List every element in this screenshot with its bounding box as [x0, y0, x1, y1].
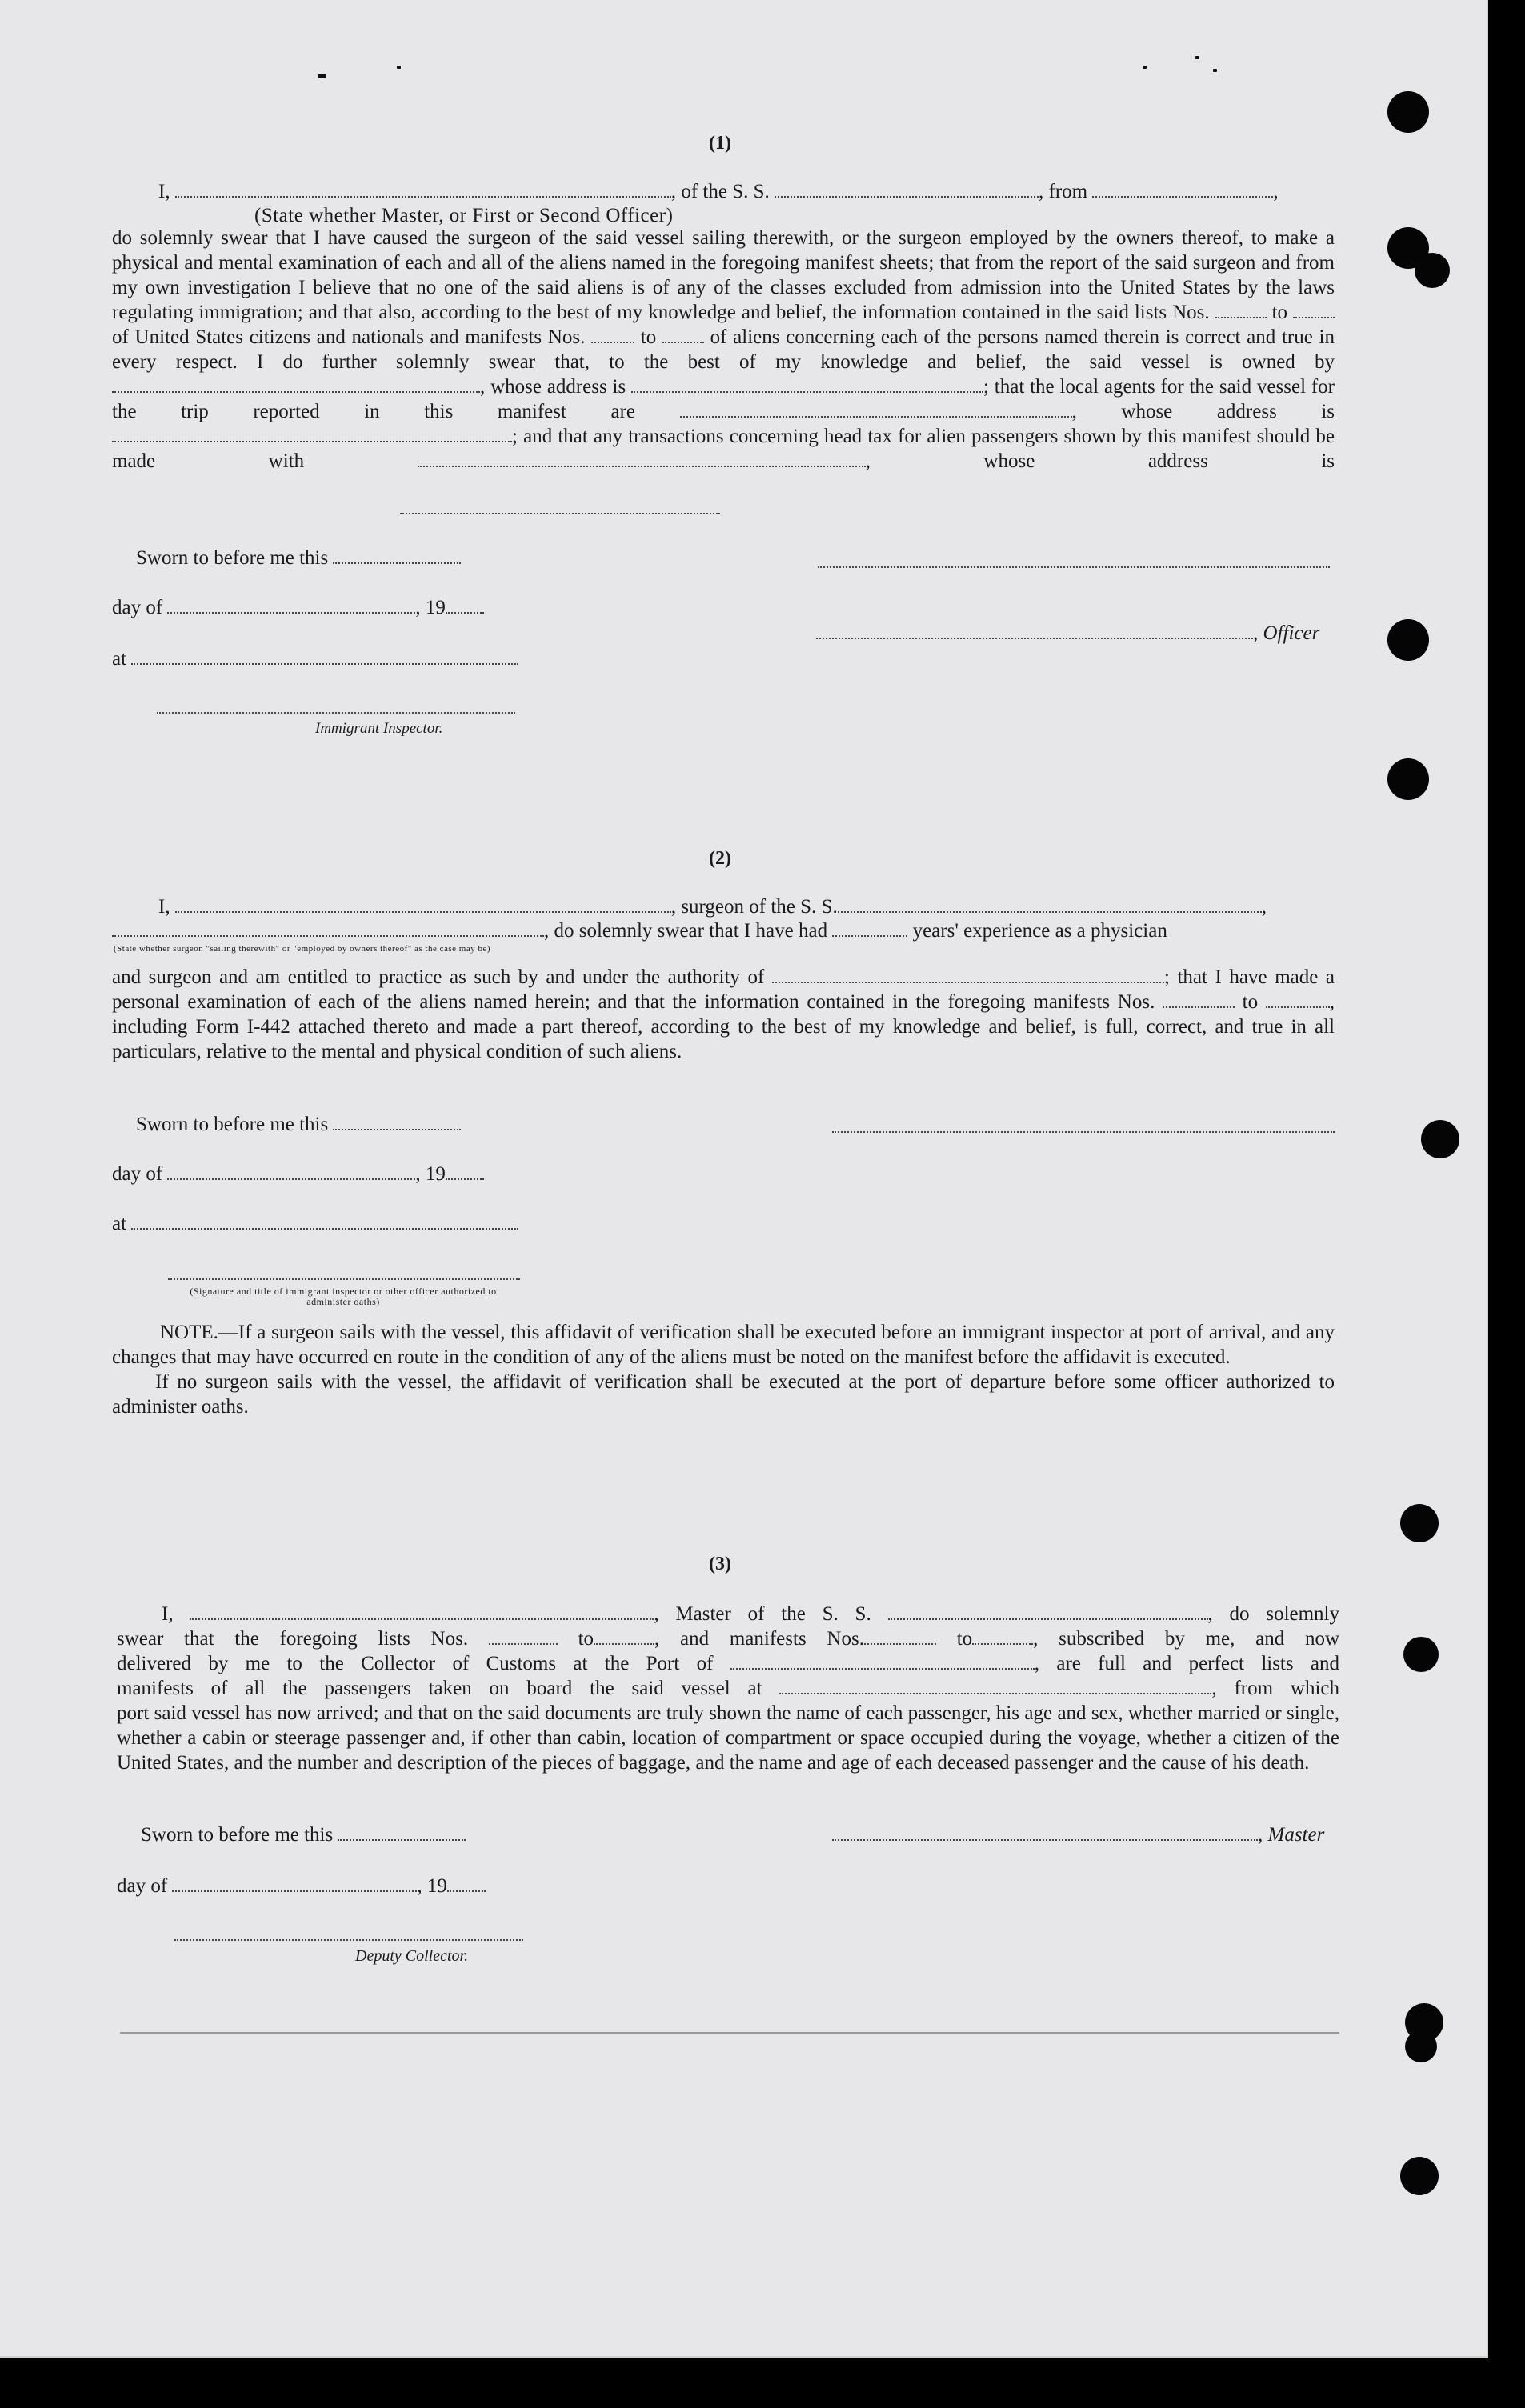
address-continuation-line [400, 513, 720, 514]
manifests-from-field[interactable] [1163, 992, 1235, 1008]
surgeon-of-text: , surgeon of the S. S. [670, 896, 838, 918]
sworn-line [136, 547, 461, 570]
punch-hole [1405, 2030, 1437, 2062]
year-field[interactable] [446, 1164, 484, 1180]
section-1-number: (1) [709, 133, 731, 154]
swear-text: , do solemnly swear that I have had [544, 920, 828, 942]
are-full-text: , are full and perfect lists and [1034, 1653, 1340, 1674]
year-field[interactable] [447, 1876, 486, 1892]
ink-speck [397, 66, 401, 69]
sworn-line [136, 1114, 461, 1136]
month-field[interactable] [167, 1164, 415, 1180]
sworn-date-field[interactable] [333, 1114, 461, 1130]
section-2-paragraph: and surgeon and am entitled to practice as such by and under the authority of ; that I have made a personal examination of each of the aliens named herein; and that the information contained in the foregoing manifests Nos. to , including Form I-442 attached thereto and made a part thereof, according to the best of my knowledge and belief, is full, correct, and true in all particulars, relative to the mental and physical condition of such aliens. [112, 966, 1335, 1062]
punch-hole [1387, 758, 1429, 800]
years-field[interactable] [832, 921, 907, 937]
sworn-text: Sworn to before me this [136, 1114, 329, 1135]
ink-speck [318, 74, 326, 78]
vessel-name-field[interactable] [775, 182, 1039, 198]
at-line [112, 648, 518, 670]
inspector-signature-line[interactable] [157, 712, 515, 714]
surgeon-caption: (State whether surgeon "sailing therewith" or "employed by owners thereof" as the case may be) [114, 944, 491, 954]
swear-lists-text: swear that the foregoing lists Nos. [117, 1628, 469, 1650]
sworn-line [141, 1824, 466, 1846]
deputy-label: Deputy Collector. [355, 1947, 469, 1965]
manifests-from-field[interactable] [591, 327, 634, 343]
agents-text: that the local agents for the said vessel for the trip reported in this manifest are [112, 376, 1335, 422]
boarding-port-field[interactable] [779, 1678, 1211, 1694]
punch-hole [1421, 1120, 1459, 1158]
surgeon-name-field[interactable] [175, 897, 671, 913]
body-text: of aliens concerning each of the persons named therein is correct and true in every respect. I do further solemnly swear that, to the best of my knowledge and belief, the said vessel is owned by [112, 326, 1335, 373]
place-field[interactable] [131, 649, 518, 665]
year-text: , 19 [415, 597, 446, 618]
surgeon-signature-line[interactable] [832, 1131, 1335, 1133]
whose-address-text: , whose address is [865, 450, 1335, 472]
day-of-text: day of [112, 1163, 163, 1185]
inspector-label: Immigrant Inspector. [315, 720, 443, 737]
section-2-second-line [112, 920, 1167, 942]
punch-hole [1400, 1504, 1439, 1542]
of-ss-text: , of the S. S. [670, 181, 770, 202]
year-text: , 19 [417, 1875, 447, 1897]
at-text: at [112, 648, 127, 670]
manifests-to-field[interactable] [1266, 992, 1330, 1008]
to-text: to [956, 1628, 973, 1650]
do-solemnly-text: , do solemnly [1207, 1603, 1339, 1625]
sworn-text: Sworn to before me this [141, 1824, 334, 1846]
master-name-field[interactable] [190, 1604, 654, 1620]
agents-address-field[interactable] [112, 426, 512, 442]
year-field[interactable] [446, 598, 484, 614]
port-field[interactable] [730, 1654, 1035, 1670]
collector-signature-line[interactable] [174, 1939, 523, 1941]
intro-text: I, [162, 1603, 174, 1625]
manifests-from-field[interactable] [864, 1629, 936, 1645]
officer-signature-field[interactable] [816, 623, 1253, 639]
day-of-line [117, 1875, 486, 1898]
intro-text: I, [158, 896, 170, 918]
day-of-text: day of [112, 597, 163, 618]
ink-speck [1213, 69, 1217, 72]
month-field[interactable] [172, 1876, 417, 1892]
day-of-line [112, 1163, 484, 1186]
section-3-line [117, 1676, 1339, 1701]
ink-speck [1143, 66, 1147, 69]
section-3-paragraph [117, 1701, 1339, 1775]
section-3-line [117, 1651, 1339, 1676]
officer-line [816, 622, 1319, 645]
sworn-date-field[interactable] [333, 548, 461, 564]
vessel-name-field[interactable] [888, 1604, 1208, 1620]
exam-text: that I have made a personal examination of each of the aliens named herein; and that the information contained in the foregoing manifests Nos. [112, 966, 1335, 1013]
authority-text: and surgeon and am entitled to practice as such by and under the authority of [112, 966, 765, 988]
exam-text: , including Form I-442 attached thereto and made a part thereof, according to the best of my knowledge and belief, is full, correct, and true in all particulars, relative to the mental and physical condition of such aliens. [112, 991, 1335, 1062]
section-3-line [117, 1602, 1339, 1626]
master-signature-field[interactable] [832, 1825, 1258, 1841]
to-text: to [1271, 302, 1288, 323]
owner-address-field[interactable] [631, 377, 983, 393]
section-1-opening-line: I, , of the S. S. , from , [158, 181, 1279, 202]
from-text: , from [1039, 181, 1088, 202]
head-tax-text: ; and that any transactions concerning head tax for alien passengers shown by this manifest should be made with [112, 426, 1335, 472]
section-1-paragraph: do solemnly swear that I have caused the surgeon of the said vessel sailing therewith, or the surgeon employed by the owners thereof, to make a physical and mental examination of each and all of the aliens named in the foregoing manifest sheets; that from the report of the said surgeon and from my own investigation I believe that no one of the said aliens is of any of the classes excluded from admission into the United States by the laws regulating immigration; and that also, according to the best of my knowledge and belief, the information contained in the said lists Nos. to of United States citizens and nationals and manifests Nos. to of aliens concerning each of the persons named therein is correct and true in every respect. I do further solemnly swear that, to the best of my knowledge and belief, the said vessel is owned by , whose address is ; that the local agents for the said vessel for the trip reported in this manifest are , whose address is ; and that any transactions concerning head tax for alien passengers shown by this manifest should be made with , whose address is [112, 227, 1335, 472]
day-of-text: day of [117, 1875, 168, 1897]
month-field[interactable] [167, 598, 415, 614]
note-paragraph-2 [112, 1370, 1335, 1419]
officer-label: , Officer [1253, 622, 1320, 644]
body-text: port said vessel has now arrived; and that on the said documents are truly shown the name of each passenger, his age and sex, whether married or single, whether a cabin or steerage passenger and, if other than cabin, location of compartment or space occupied during the voyage, whether a citizen of the United States, and the number and description of the pieces of baggage, and the name and age of each deceased passenger and the cause of his death. [117, 1702, 1339, 1774]
signature-line[interactable] [818, 566, 1330, 568]
punch-hole [1387, 619, 1429, 661]
section-3-number: (3) [709, 1554, 731, 1574]
ink-speck [1195, 56, 1199, 59]
section-3-line [117, 1626, 1339, 1651]
officer-caption: (State whether Master, or First or Second Officer) [254, 205, 674, 226]
surgeon-status-field[interactable] [112, 921, 544, 937]
manifests-of-text: manifests of all the passengers taken on board the said vessel at [117, 1678, 762, 1699]
delivered-text: delivered by me to the Collector of Customs at the Port of [117, 1653, 714, 1674]
body-text: do solemnly swear that I have caused the surgeon of the said vessel sailing therewith, or the surgeon employed by the owners thereof, to make a physical and mental examination of each and all of the aliens named in the foregoing manifest sheets; that from the report of the said surgeon and from my own investigation I believe that no one of the said aliens is of any of the classes excluded from admission into the United States by the laws regulating immigration; and that also, according to the best of my knowledge and belief, the information contained in the said lists Nos. [112, 227, 1335, 323]
section-2-opening-line: I, , surgeon of the S. S. , [158, 896, 1267, 918]
section-2-number: (2) [709, 848, 731, 869]
and-manifests-text: , and manifests Nos. [654, 1628, 864, 1650]
to-text: to [1242, 991, 1259, 1013]
at-line [112, 1213, 518, 1235]
authority-field[interactable] [772, 967, 1164, 983]
years-text: years' experience as a physician [912, 920, 1167, 942]
punch-hole [1403, 1637, 1439, 1672]
subscribed-text: , subscribed by me, and now [1033, 1628, 1340, 1650]
vessel-name-field[interactable] [838, 897, 1262, 913]
body-text: of United States citizens and nationals and manifests Nos. [112, 326, 586, 348]
whose-address-text: , whose address is [480, 376, 626, 398]
head-tax-agent-field[interactable] [418, 451, 866, 467]
note-paragraph-1 [112, 1320, 1335, 1370]
note-text: NOTE.—If a surgeon sails with the vessel, this affidavit of verification shall be executed before an immigrant inspector at port of arrival, and any changes that may have occurred en route in the condition of any of the aliens must be noted on the manifest before the affidavit is executed. [112, 1322, 1335, 1368]
section-2-body [112, 965, 1335, 1064]
punch-hole [1387, 91, 1429, 133]
note-text: If no surgeon sails with the vessel, the affidavit of verification shall be executed at the port of departure before some officer authorized to administer oaths. [112, 1371, 1335, 1418]
place-field[interactable] [131, 1214, 518, 1230]
lists-from-field[interactable] [489, 1629, 558, 1645]
from-which-text: , from which [1211, 1678, 1340, 1699]
lists-to-field[interactable] [594, 1629, 654, 1645]
punch-hole [1415, 253, 1450, 288]
sworn-text: Sworn to before me this [136, 547, 329, 569]
manifests-to-field[interactable] [972, 1629, 1033, 1645]
sworn-date-field[interactable] [338, 1825, 466, 1841]
lists-from-field[interactable] [1215, 302, 1267, 318]
agents-field[interactable] [680, 402, 1072, 418]
to-text: to [578, 1628, 594, 1650]
section-3-body [117, 1602, 1339, 1775]
from-port-field[interactable] [1092, 182, 1273, 198]
section-1-body [112, 226, 1335, 474]
manifests-to-field[interactable] [662, 327, 704, 343]
whose-address-text: whose address is [1121, 401, 1335, 422]
signature-caption-text: (Signature and title of immigrant inspector or other officer authorized to administer oaths) [190, 1286, 497, 1307]
inspector-signature-line[interactable] [168, 1278, 520, 1280]
master-label: , Master [1258, 1824, 1325, 1846]
signature-caption [179, 1286, 507, 1307]
at-text: at [112, 1213, 127, 1234]
bottom-divider [120, 2032, 1339, 2034]
master-of-text: , Master of the S. S. [654, 1603, 871, 1625]
day-of-line [112, 597, 484, 619]
to-text: to [640, 326, 657, 348]
punch-hole [1400, 2157, 1439, 2195]
lists-to-field[interactable] [1293, 302, 1335, 318]
owner-field[interactable] [112, 377, 480, 393]
master-line [832, 1824, 1324, 1846]
year-text: , 19 [415, 1163, 446, 1185]
intro-text: I, [158, 181, 170, 202]
note-block [112, 1320, 1335, 1419]
officer-name-field[interactable] [175, 182, 671, 198]
